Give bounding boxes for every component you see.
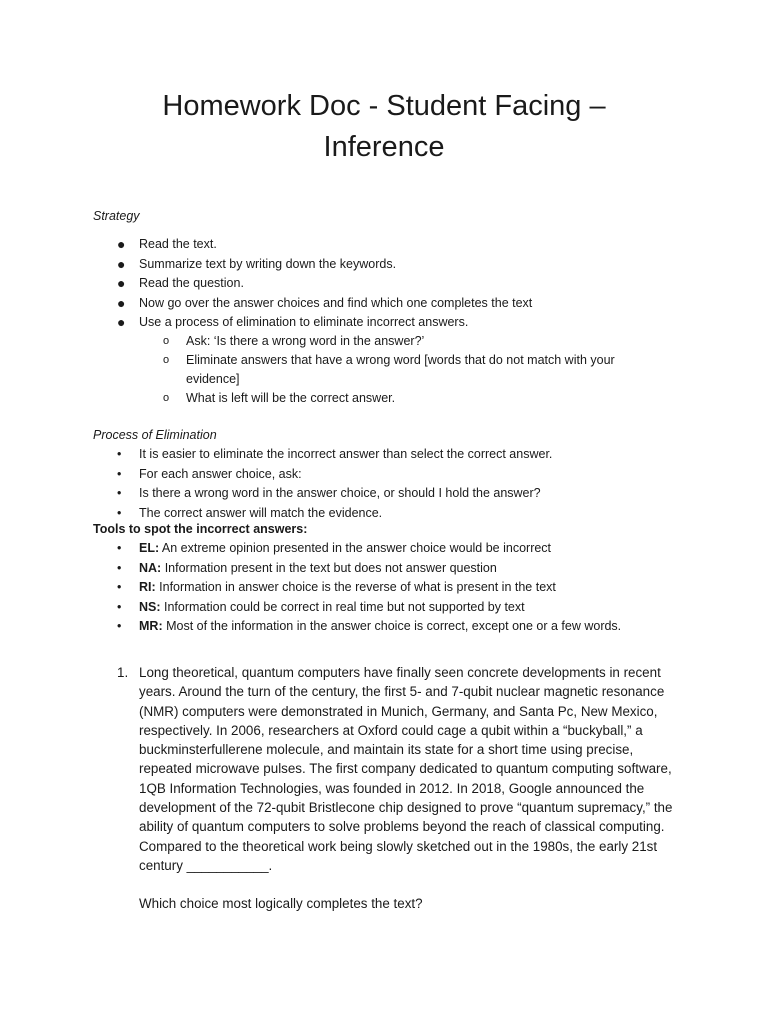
bullet-icon: • <box>117 486 122 500</box>
bullet-icon: ● <box>117 294 126 311</box>
list-item: o What is left will be the correct answer. <box>0 389 646 408</box>
circle-bullet-icon: o <box>163 354 170 366</box>
question-1 <box>117 663 679 914</box>
strategy-list <box>0 235 532 333</box>
title-line-2: Inference <box>323 131 445 163</box>
list-item: ● Read the question. <box>0 274 532 294</box>
bullet-icon: ● <box>117 275 126 291</box>
list-item: • MR: Most of the information in the answer choice is correct, except one or a few words. <box>0 617 621 637</box>
bullet-icon: • <box>117 541 122 555</box>
list-item: o Eliminate answers that have a wrong word [words that do not match with your evidence] <box>163 353 615 386</box>
circle-bullet-icon: o <box>163 335 170 347</box>
elimination-heading: Process of Elimination <box>93 428 217 442</box>
bullet-icon: • <box>117 599 122 614</box>
list-item: ● Read the text. <box>0 235 532 255</box>
bullet-icon: • <box>117 447 122 461</box>
strategy-heading: Strategy <box>93 209 140 223</box>
bullet-icon: • <box>117 466 122 481</box>
bullet-icon: • <box>117 619 122 633</box>
bullet-icon: ● <box>117 314 126 330</box>
list-item: • It is easier to eliminate the incorrect answer than select the correct answer. <box>0 445 552 465</box>
list-item: • NA: Information present in the text but does not answer question <box>0 559 621 579</box>
bullet-icon: • <box>117 560 122 575</box>
list-item: • RI: Information in answer choice is the reverse of what is present in the text <box>0 578 621 598</box>
list-item: • NS: Information could be correct in real time but not supported by text <box>0 598 621 618</box>
bullet-icon: • <box>117 580 122 594</box>
list-item: • EL: An extreme opinion presented in the answer choice would be incorrect <box>0 539 621 559</box>
elimination-list <box>0 445 552 523</box>
tools-heading: Tools to spot the incorrect answers: <box>93 522 308 536</box>
list-item: • For each answer choice, ask: <box>0 465 552 485</box>
strategy-sublist <box>0 332 646 408</box>
list-item: • Is there a wrong word in the answer choice, or should I hold the answer? <box>0 484 552 504</box>
question-number: 1. <box>117 665 129 680</box>
question-passage: Long theoretical, quantum computers have finally seen concrete developments in recent years. Around the turn of the century, the first 5- and 7-qubit nuclear magnetic resonance (NMR) computers were demonstrated in Munich, Germany, and Santa Pc, New Mexico, respectively. In 2006, researchers at Oxford could cage a qubit within a “buckyball,” a buckminsterfullerene molecule, and maintain its state for a short time using precise, repeated microwave pulses. The first company dedicated to quantum computing software, 1QB Information Technologies, was founded in 2012. In 2018, Google announced the development of the 72-qubit Bristlecone chip designed to prove “quantum supremacy,” the ability of quantum computers to solve problems beyond the reach of classical computing. Compared to the theoretical work being slowly sketched out in the 1980s, the early 21st century ___________. <box>139 665 673 873</box>
bullet-icon: • <box>117 505 122 520</box>
circle-bullet-icon: o <box>163 392 170 404</box>
tools-list <box>0 539 621 637</box>
bullet-icon: ● <box>117 236 126 252</box>
list-item: ● Now go over the answer choices and find which one completes the text <box>0 294 532 314</box>
list-item: • The correct answer will match the evidence. <box>0 504 552 524</box>
list-item: ● Summarize text by writing down the keywords. <box>0 255 532 275</box>
page-title <box>0 86 768 168</box>
question-prompt: Which choice most logically completes the text? <box>139 896 423 912</box>
list-item: ● Use a process of elimination to eliminate incorrect answers. <box>0 313 532 333</box>
list-item: o Ask: ‘Is there a wrong word in the answer?’ <box>0 332 646 351</box>
title-line-1: Homework Doc - Student Facing – <box>162 90 606 122</box>
bullet-icon: ● <box>117 255 126 272</box>
